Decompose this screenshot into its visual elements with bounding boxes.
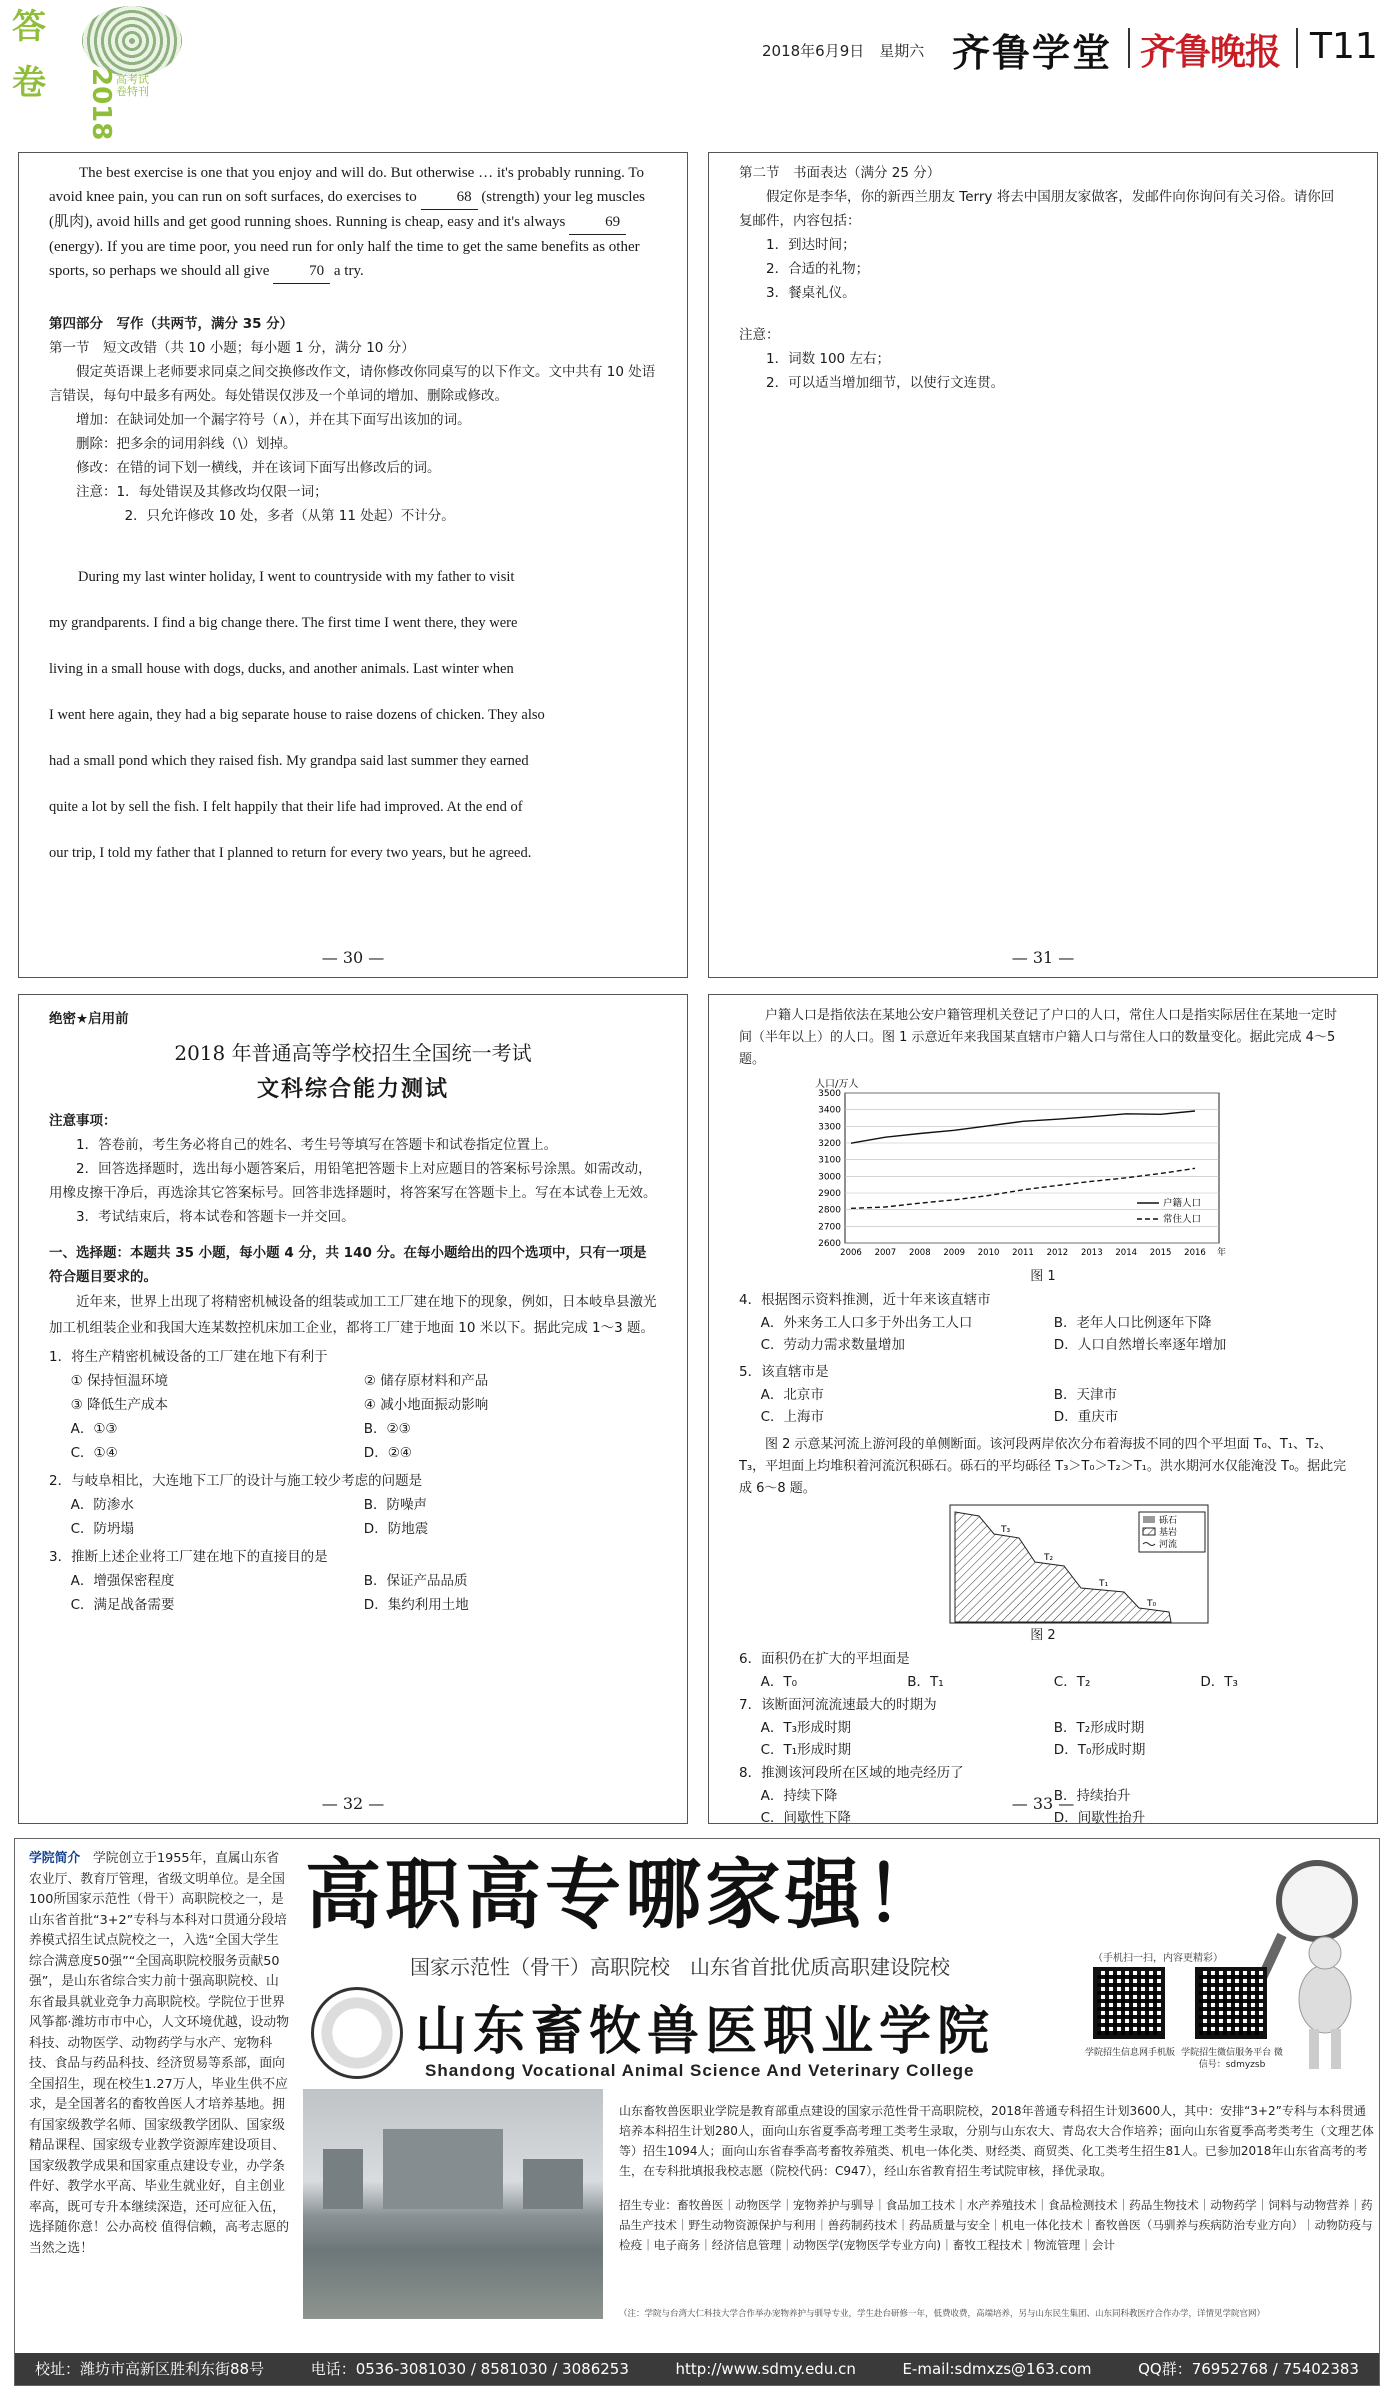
page-footer: — 33 —: [1011, 1794, 1075, 1813]
legend-gravel: 砾石: [1159, 1516, 1178, 1526]
logo-subtitle: 高考试卷特刊: [116, 73, 149, 98]
writing-task: 假定你是李华，你的新西兰朋友 Terry 将去中国朋友家做客，发邮件向你询问有关习俗。请你回复邮件，内容包括：: [739, 189, 1335, 229]
option: C．劳动力需求数量增加: [760, 1337, 906, 1353]
option: D．人口自然增长率逐年增加: [1053, 1337, 1227, 1353]
option: C．间歇性下降: [760, 1810, 852, 1824]
college-advertisement: [14, 1838, 1380, 2386]
address: 校址：潍坊市高新区胜利东街88号: [35, 2360, 265, 2378]
question-stem: 近年来，世界上出现了将精密机械设备的组装或加工工厂建在地下的现象，例如，日本岐阜县激光加工机组装企业和我国大连某数控机床加工企业，都将工厂建于地面 10 米以下。据此完成 1～3 题。: [49, 1294, 657, 1336]
section1-heading: 第一节 短文改错（共 10 小题；每小题 1 分，满分 10 分）: [49, 340, 415, 356]
option: D．②④: [363, 1445, 412, 1461]
legend-river: 河流: [1159, 1540, 1178, 1550]
question-4: 4．根据图示资料推测，近十年来该直辖市: [739, 1292, 991, 1308]
column-title: 齐鲁学堂: [952, 31, 1113, 75]
population-chart: [799, 1075, 1229, 1265]
essay-line: quite a lot by sell the fish. I felt happily that their life had improved. At the end of: [49, 799, 523, 815]
question-2: 2．与岐阜相比，大连地下工厂的设计与施工较少考虑的问题是: [49, 1473, 423, 1489]
legend-bedrock: 基岩: [1159, 1528, 1178, 1538]
ad-headline: 高职高专哪家强！: [305, 1850, 945, 1939]
cooperation-note: （注：学院与台湾大仁科技大学合作举办宠物养护与驯导专业，学生赴台研修一年，低费收费，高端培养，另与山东民生集团、山东同科教医疗合作办学，详情见学院官网）: [619, 2309, 1266, 2319]
statement: ③ 降低生产成本: [70, 1397, 168, 1413]
x-axis-label: 年: [1217, 1248, 1227, 1258]
svg-text:T₁: T₁: [1099, 1579, 1109, 1589]
page-footer: — 32 —: [321, 1794, 385, 1813]
figure-1-line-chart: [799, 1075, 1229, 1265]
ad-tagline: 国家示范性（骨干）高职院校 山东省首批优质高职建设院校: [410, 1955, 950, 1979]
qr-caption-wechat: 学院招生微信服务平台 微信号：sdmyzsb: [1181, 2048, 1283, 2070]
river-intro: 图 2 示意某河流上游河段的单侧断面。该河段两岸依次分布着海拔不同的四个平坦面 T₀、T₁、T₂、T₃，平坦面上均堆积着河流沉积砾石。砾石的平均砾径 T₃＞T₀＞T₂＞T₁。洪水期河水仅能淹没 T₀。据此完成 6～8 题。: [739, 1437, 1347, 1496]
issue-date: 2018年6月9日 星期六: [762, 42, 925, 60]
maze-logo-graphic: [82, 6, 182, 76]
page-footer: — 30 —: [321, 948, 385, 967]
admission-info: 山东畜牧兽医职业学院是教育部重点建设的国家示范性骨干高职院校，2018年普通专科招生计划3600人，其中：安排“3+2”专科与本科贯通培养本科招生计划280人，面向山东省夏季高考理工类考生录取，分别与山东农大、青岛农大合作培养；面向山东省夏季高考类考生（文理艺体等）招生1094人；面向山东省春季高考畜牧养殖类、机电一体化类、财经类、商贸类、化工类考生招生81人。已参加2018年山东省高考的考生，在专科批填报我校志愿（院校代码：C947），经山东省教育招生考试院审核，择优录取。: [619, 2104, 1374, 2178]
option: D．重庆市: [1053, 1409, 1119, 1425]
option: D．T₀形成时期: [1053, 1742, 1146, 1758]
option: A．北京市: [760, 1387, 824, 1403]
x-tick-label: 2011: [1012, 1248, 1034, 1258]
option: B．持续抬升: [1053, 1788, 1131, 1804]
option: B．防噪声: [363, 1497, 428, 1513]
option: B．T₁: [907, 1674, 944, 1690]
essay-line: During my last winter holiday, I went to countryside with my father to visit: [78, 569, 515, 585]
email-link[interactable]: E-mail:sdmxzs@163.com: [902, 2360, 1092, 2378]
task-item: 2．合适的礼物；: [766, 261, 870, 277]
statement: ① 保持恒温环境: [70, 1373, 168, 1389]
x-tick-label: 2008: [908, 1248, 931, 1258]
svg-text:T₃: T₃: [1001, 1525, 1011, 1535]
section1-instruction: 假定英语课上老师要求同桌之间交换修改作文，请你修改你同桌写的以下作文。文中共有 10 处语言错误，每句中最多有两处。每处错误仅涉及一个单词的增加、删除或修改。: [49, 364, 656, 404]
x-tick-label: 2016: [1184, 1248, 1206, 1258]
page-footer: — 31 —: [1011, 948, 1075, 967]
y-tick-label: 3100: [818, 1155, 841, 1166]
option: C．T₂: [1053, 1674, 1091, 1690]
rule-add: 增加：在缺词处加一个漏字符号（∧），并在其下面写出该加的词。: [76, 412, 471, 428]
option: A．持续下降: [760, 1788, 838, 1804]
q6-options: [739, 1671, 1347, 1693]
svg-text:T₀: T₀: [1147, 1599, 1157, 1609]
option: D．间歇性抬升: [1053, 1810, 1146, 1824]
essay-line: had a small pond which they raised fish. My grandpa said last summer they earned: [49, 753, 529, 769]
blank-69: 69: [569, 210, 626, 235]
qr-caption-website: 学院招生信息网手机版: [1084, 2048, 1175, 2058]
note-1: 注意：1．每处错误及其修改均仅限一词；: [76, 484, 328, 500]
qr-code-wechat[interactable]: [1195, 1967, 1267, 2039]
exam-page-31: [708, 152, 1378, 978]
exam-page-30: [18, 152, 688, 978]
phone: 电话：0536-3081030 / 8581030 / 3086253: [310, 2360, 629, 2378]
logo-char-juan: 卷: [12, 63, 46, 103]
college-emblem-icon: [311, 1987, 403, 2079]
masthead: [0, 0, 1394, 140]
error-correction-essay: [49, 554, 657, 876]
exam-title: 2018 年普通高等学校招生全国统一考试: [174, 1041, 532, 1065]
question-3: 3．推断上述企业将工厂建在地下的直接目的是: [49, 1549, 328, 1565]
x-tick-label: 2014: [1115, 1248, 1138, 1258]
divider: [1296, 28, 1298, 68]
task-item: 3．餐桌礼仪。: [766, 285, 856, 301]
part4-heading: 第四部分 写作（共两节，满分 35 分）: [49, 316, 294, 332]
exam-rule: 1．答卷前，考生务必将自己的姓名、考生号等填写在答题卡和试卷指定位置上。: [76, 1137, 558, 1153]
exam-page-33: [708, 994, 1378, 1824]
option: D．T₃: [1200, 1674, 1238, 1690]
x-tick-label: 2006: [840, 1248, 862, 1258]
figure-1-caption: 图 1: [1030, 1269, 1056, 1284]
campus-photo: [303, 2089, 603, 2319]
river-cross-section: [949, 1504, 1209, 1624]
y-tick-label: 2700: [818, 1222, 841, 1233]
y-tick-label: 3400: [818, 1105, 841, 1116]
page-number: T11: [1310, 26, 1378, 67]
y-tick-label: 2600: [818, 1239, 841, 1249]
option: B．T₂形成时期: [1053, 1720, 1145, 1736]
writing-note: 1．词数 100 左右；: [766, 351, 890, 367]
population-intro: 户籍人口是指依法在某地公安户籍管理机关登记了户口的人口，常住人口是指实际居住在某地一定时间（半年以上）的人口。图 1 示意近年来我国某直辖市户籍人口与常住人口的数量变化。据此完成 4～5 题。: [739, 1008, 1338, 1067]
rule-delete: 删除：把多余的词用斜线（\）划掉。: [76, 436, 297, 452]
q5-options: [739, 1384, 1347, 1428]
x-tick-label: 2012: [1046, 1248, 1069, 1258]
essay-line: living in a small house with dogs, ducks, and another animals. Last winter when: [49, 661, 514, 677]
option: C．防坍塌: [70, 1521, 135, 1537]
logo-char-da: 答: [12, 7, 46, 47]
svg-text:T₂: T₂: [1044, 1553, 1054, 1563]
option: B．老年人口比例逐年下降: [1053, 1315, 1212, 1331]
essay-line: our trip, I told my father that I planned to return for every two years, but he agreed.: [49, 845, 532, 861]
scan-hint: （手机扫一扫，内容更精彩）: [1093, 1953, 1223, 1964]
option: A．增强保密程度: [70, 1573, 175, 1589]
confidential-mark: 绝密★启用前: [49, 1011, 129, 1027]
option: C．满足战备需要: [70, 1597, 175, 1613]
q7-options: [739, 1717, 1347, 1761]
y-axis-label: 人口/万人: [815, 1079, 859, 1090]
blank-70: 70: [273, 259, 330, 284]
option: D．集约利用土地: [363, 1597, 469, 1613]
option: A．T₃形成时期: [760, 1720, 851, 1736]
part1-heading: 一、选择题：本题共 35 小题，每小题 4 分，共 140 分。在每小题给出的四个选项中，只有一项是符合题目要求的。: [49, 1245, 647, 1285]
logo-year: 2018: [86, 68, 116, 141]
option: C．上海市: [760, 1409, 825, 1425]
option: A．外来务工人口多于外出务工人口: [760, 1315, 973, 1331]
option: B．保证产品品质: [363, 1573, 468, 1589]
reading-paragraph: The best exercise is one that you enjoy and will do. But otherwise … it's probably running. To avoid knee pain, you can run on soft surfaces, do exercises to 68 (strength) your leg muscles (肌肉), avoid hills and get good running shoes. Running is cheap, easy and it's always 69 (energy). If you are time poor, you need run for only half the time to get the same benefits as other sports, so perhaps we should all give 70 a try.: [49, 161, 657, 284]
question-5: 5．该直辖市是: [739, 1364, 829, 1380]
essay-line: my grandparents. I find a big change there. The first time I went there, they were: [49, 615, 518, 631]
option: B．②③: [363, 1421, 411, 1437]
option: C．①④: [70, 1445, 118, 1461]
q3-options: [49, 1569, 657, 1617]
qq-group: QQ群：76952768 / 75402383: [1138, 2360, 1359, 2378]
y-tick-label: 2900: [818, 1189, 841, 1199]
y-tick-label: 3300: [818, 1122, 841, 1133]
q4-options: [739, 1312, 1347, 1356]
question-1: 1．将生产精密机械设备的工厂建在地下有利于: [49, 1349, 328, 1365]
figure-2-river-section: [949, 1504, 1209, 1624]
option: D．防地震: [363, 1521, 429, 1537]
q1-statements: [49, 1369, 657, 1465]
y-tick-label: 3200: [818, 1139, 841, 1149]
option: A．防渗水: [70, 1497, 134, 1513]
y-tick-label: 3000: [818, 1172, 841, 1183]
intro-text: 学院创立于1955年，直属山东省农业厅、教育厅管理，省级文明单位。是全国100所国家示范性（骨干）高职院校之一，是山东省首批“3+2”专科与本科对口贯通分段培养模式招生试点院校之一，入选“全国大学生综合满意度50强”“全国高职院校服务贡献50强”，是山东省综合实力前十强高职院校、山东省最具就业竞争力高职院校。学院位于世界风筝都·潍坊市市中心，人文环境优越，设动物科技、动物医学、动物药学与水产、宠物科技、食品与药品科技、经济贸易等系部，面向全国招生，现在校生1.27万人，毕业生供不应求，是全国著名的畜牧兽医人才培养基地。拥有国家级教学名师、国家级教学团队、国家级精品课程、国家级专业教学资源库建设项目、国家级教学成果和国家重点建设专业，办学条件好、教学水平高、毕业生就业好，自主创业率高，既可专升本继续深造，还可应征入伍，选择随你意！公办高校 值得信赖，高考志愿的当然之选！: [29, 1851, 290, 2256]
exam-page-32: [18, 994, 688, 1824]
legend-label: 常住人口: [1163, 1214, 1202, 1225]
statement: ② 储存原材料和产品: [363, 1373, 489, 1389]
question-6: 6．面积仍在扩大的平坦面是: [739, 1651, 910, 1667]
college-english-name: Shandong Vocational Animal Science And Veterinary College: [425, 2061, 975, 2080]
divider: [1128, 28, 1130, 68]
x-tick-label: 2013: [1080, 1248, 1103, 1258]
attention-heading: 注意事项：: [49, 1113, 117, 1129]
q2-options: [49, 1493, 657, 1541]
question-8: 8．推测该河段所在区域的地壳经历了: [739, 1765, 964, 1781]
college-intro: [29, 1849, 291, 2259]
figure-2-caption: 图 2: [1030, 1628, 1056, 1643]
x-tick-label: 2007: [874, 1248, 897, 1258]
x-tick-label: 2015: [1149, 1248, 1172, 1258]
option: B．天津市: [1053, 1387, 1118, 1403]
newspaper-name: 齐鲁晚报: [1140, 31, 1281, 73]
statement: ④ 减小地面振动影响: [363, 1397, 489, 1413]
magnifier-figure-icon: [1255, 1849, 1370, 2079]
exam-rule: 2．回答选择题时，选出每小题答案后，用铅笔把答题卡上对应题目的答案标号涂黑。如需改动，用橡皮擦干净后，再选涂其它答案标号。回答非选择题时，将答案写在答题卡上。写在本试卷上无效。: [49, 1161, 657, 1201]
x-tick-label: 2010: [977, 1248, 1000, 1258]
question-7: 7．该断面河流流速最大的时期为: [739, 1697, 937, 1713]
option: A．①③: [70, 1421, 118, 1437]
section2-heading: 第二节 书面表达（满分 25 分）: [739, 165, 941, 181]
qr-code-website[interactable]: [1093, 1967, 1165, 2039]
answer-sheet-logo: [12, 6, 182, 141]
exam-rule: 3．考试结束后，将本试卷和答题卡一并交回。: [76, 1209, 355, 1225]
blank-68: 68: [421, 185, 478, 210]
college-chinese-name: 山东畜牧兽医职业学院: [415, 2001, 996, 2062]
option: C．T₁形成时期: [760, 1742, 852, 1758]
y-tick-label: 2800: [818, 1205, 841, 1216]
website-link[interactable]: http://www.sdmy.edu.cn: [675, 2360, 856, 2378]
majors-list: 招生专业：畜牧兽医｜动物医学｜宠物养护与驯导｜食品加工技术｜水产养殖技术｜食品检测技术｜药品生物技术｜动物药学｜饲料与动物营养｜药品生产技术｜野生动物资源保护与利用｜兽药制药技术｜药品质量与安全｜机电一体化技术｜畜牧兽医（马驯养与疾病防治专业方向）｜动物防疫与检疫｜电子商务｜经济信息管理｜动物医学(宠物医学专业方向)｜畜牧工程技术｜物流管理｜会计: [619, 2198, 1373, 2252]
contact-footer: [15, 2353, 1379, 2385]
essay-line: I went here again, they had a big separate house to raise dozens of chicken. They also: [49, 707, 545, 723]
intro-label: 学院简介: [29, 1851, 81, 1866]
writing-note: 2．可以适当增加细节，以使行文连贯。: [766, 375, 1005, 391]
y-tick-label: 3500: [818, 1089, 841, 1099]
exam-subject: 文科综合能力测试: [256, 1077, 449, 1102]
note-2: 2．只允许修改 10 处，多者（从第 11 处起）不计分。: [124, 508, 455, 524]
writing-note-label: 注意：: [739, 327, 780, 343]
legend-label: 户籍人口: [1163, 1198, 1202, 1209]
x-tick-label: 2009: [943, 1248, 966, 1258]
rule-modify: 修改：在错的词下划一横线，并在该词下面写出修改后的词。: [76, 460, 441, 476]
option: A．T₀: [760, 1674, 797, 1690]
task-item: 1．到达时间；: [766, 237, 856, 253]
